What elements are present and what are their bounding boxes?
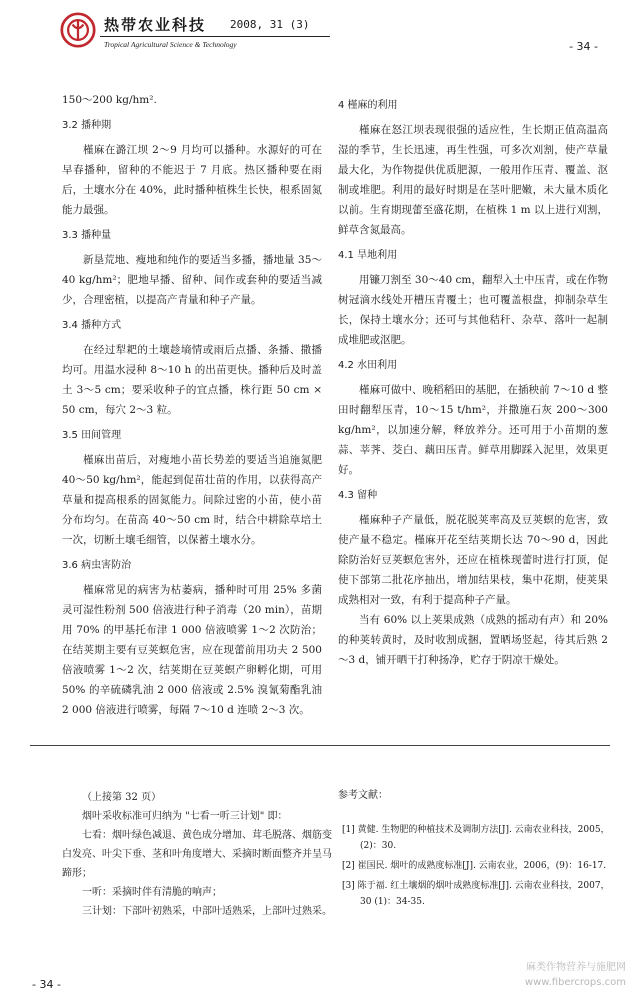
section-heading: 4 槿麻的利用	[338, 100, 398, 111]
body-line: 一听：采摘时伴有清脆的响声；	[82, 887, 222, 898]
body-line: 三计划：下部叶初熟采，中部叶适熟采，上部叶过熟采。	[82, 906, 332, 917]
section-heading: 3.4 播种方式	[62, 320, 122, 331]
continued-line: 150～200 kg/hm².	[62, 94, 157, 106]
continuation-note: （上接第 32 页）	[82, 792, 162, 803]
left-column	[62, 90, 322, 720]
journal-volume: 2008, 31 (3)	[230, 18, 310, 31]
journal-english-title: Tropical Agricultural Science & Technology	[104, 40, 237, 49]
section-heading: 3.3 播种量	[62, 230, 112, 241]
body-paragraph: 新垦荒地、瘦地和纯作的要适当多播，播地量 35～40 kg/hm²；肥地早播、留种、间作或套种的要适当减少，合理密植，以提高产青量和种子产量。	[62, 254, 322, 306]
section-heading: 3.5 田间管理	[62, 430, 122, 441]
body-paragraph: 槿麻在怒江坝表现很强的适应性，生长期正值高温高湿的季节，生长迅速，再生性强，可多次刈割，使产草量最大化，为作物提供优质肥源，一般用作压青、覆盖、沤制或堆肥。利用的最好时期是在茎叶肥嫩，未大量木质化以前。生育期现蕾至盛花期，在植株 1 m 以上进行刈割，鲜草含氮最高。	[338, 124, 608, 236]
reference-item: [3] 陈于福. 红土壤烟的烟叶成熟度标准[J]. 云南农业科技，2007，30 (1)：34-35.	[342, 881, 610, 907]
body-paragraph: 槿麻常见的病害为枯萎病，播种时可用 25% 多菌灵可湿性粉剂 500 倍液进行种子消毒（20 min），苗期用 70% 的甲基托布津 1 000 倍液喷雾 1～2 次防治；在结荚期主要有豆荚螟危害，应在现蕾前用功夫 2 500 倍液喷雾 1～2 次，结荚期在豆荚螟产卵孵化期，可用 50% 的辛硫磷乳油 2 000 倍液或 2.5% 溴氰菊酯乳油 2 000 倍液进行喷雾，每隔 7～10 d 连喷 2～3 次。	[62, 584, 322, 716]
journal-title: 热带农业科技	[104, 16, 207, 34]
references-title: 参考文献：	[338, 790, 388, 801]
body-paragraph: 在经过犁耙的土壤趁墒情或雨后点播、条播、撒播均可。用温水浸种 8～10 h 的出苗更快。播种后及时盖土 3～5 cm；要采收种子的宜点播，株行距 50 cm × 50 cm，每穴 2～3 粒。	[62, 344, 322, 416]
section-heading: 3.2 播种期	[62, 120, 112, 131]
reference-item: [2] 崔国民. 烟叶的成熟度标准[J]. 云南农业，2006，(9)：16-17.	[342, 861, 607, 871]
page-number-top: - 34 -	[569, 40, 598, 53]
body-line: 七看：烟叶绿色减退、黄色成分增加、茸毛脱落、烟筋变白发亮、叶尖下垂、茎和叶角度增大、采摘时断面整齐并呈马蹄形；	[62, 830, 332, 879]
continued-article	[62, 788, 332, 921]
body-paragraph: 槿麻出苗后，对瘦地小苗长势差的要适当追施氮肥 40～50 kg/hm²，能起到促苗壮苗的作用，以获得高产草量和提高根系的固氮能力。间除过密的小苗，使小苗分布均匀。在苗高 40～50 cm 时，结合中耕除草培土一次，切断土壤毛细管，以保蓄土壤水分。	[62, 454, 322, 546]
section-heading: 4.1 旱地利用	[338, 250, 398, 261]
body-paragraph: 槿麻种子产量低，脱花脱荚率高及豆荚螟的危害，致使产量不稳定。槿麻开花至结荚期长达 70～90 d，因此除防治好豆荚螟危害外，还应在植株现蕾时进行打顶，促使下部第二批花序抽出，增加结果枝，集中花期，使荚果成熟相对一致，有利于提高种子产量。	[338, 514, 608, 606]
journal-logo-icon	[60, 12, 96, 48]
right-column	[338, 90, 608, 670]
body-paragraph: 用镰刀割至 30～40 cm，翻犁入土中压青，或在作物树冠滴水线处开槽压青覆土；也可覆盖根盘，抑制杂草生长，保持土壤水分；还可与其他秸秆、杂草、落叶一起制成堆肥或沤肥。	[338, 274, 608, 346]
reference-item: [1] 黄健. 生物肥的种植技术及调制方法[J]. 云南农业科技，2005，(2)：30.	[342, 825, 610, 851]
watermark	[525, 960, 626, 990]
body-line: 烟叶采收标准可归纳为 "七看一听三计划" 即：	[82, 811, 288, 822]
page-number-bottom: - 34 -	[32, 978, 61, 991]
section-heading: 4.2 水田利用	[338, 360, 398, 371]
body-paragraph: 槿麻可做中、晚稻稻田的基肥，在插秧前 7～10 d 整田时翻犁压青，10～15 t/hm²，并撒施石灰 200～300 kg/hm²，以加速分解，释放养分。还可用于小苗期的葱蒜、莘荠、茭白、藕田压青。鲜草用脚踩入泥里，效果更好。	[338, 384, 608, 476]
header-rule	[100, 36, 330, 37]
section-heading: 4.3 留种	[338, 490, 378, 501]
body-paragraph: 槿麻在潞江坝 2～9 月均可以播种。水源好的可在早春播种，留种的不能迟于 7 月底。热区播种要在雨后，土壤水分在 40%，此时播种植株生长快，根系固氮能力最强。	[62, 144, 322, 216]
watermark-line: 麻类作物营养与施肥网	[526, 962, 626, 973]
section-heading: 3.6 病虫害防治	[62, 560, 132, 571]
body-paragraph: 当有 60% 以上荚果成熟（成熟的摇动有声）和 20% 的种荚转黄时，及时收割成捆，置晒场竖起，待其后熟 2～3 d，铺开晒干打种扬净，贮存于阴凉干燥处。	[338, 614, 608, 666]
references	[338, 788, 610, 914]
section-divider	[30, 745, 610, 746]
watermark-line: www.fibercrops.com	[524, 977, 626, 988]
